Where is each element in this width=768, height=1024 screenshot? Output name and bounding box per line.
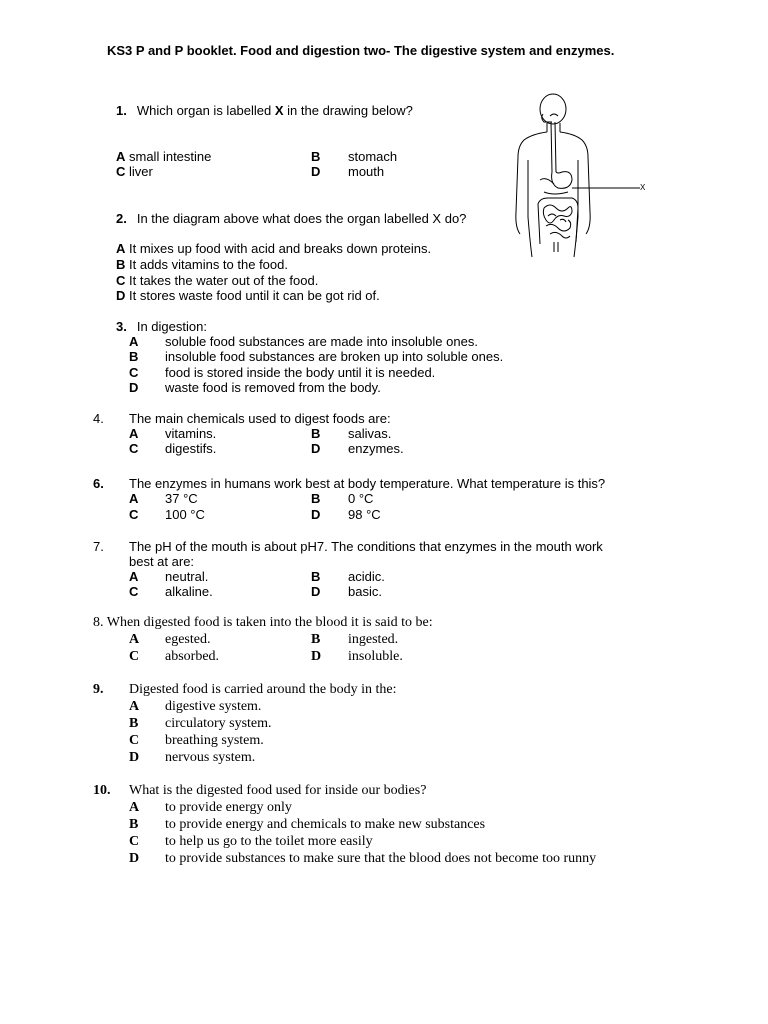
q1-option-c — [116, 165, 153, 178]
question-10-number: 10. — [93, 783, 111, 798]
q6-option-b-letter: B — [311, 491, 321, 506]
q8-option-c-letter: C — [129, 649, 140, 664]
option-letter: C — [116, 164, 126, 179]
q10-option-d-letter: D — [129, 851, 140, 866]
q3-option-d-letter: D — [129, 380, 139, 395]
q1-option-d-letter: D — [311, 164, 321, 179]
q8-option-a-text: egested. — [165, 632, 211, 647]
q6-option-a-text: 37 °C — [165, 491, 198, 506]
q4-option-d-text: enzymes. — [348, 441, 404, 456]
q4-option-a-letter: A — [129, 426, 139, 441]
q7-option-d-text: basic. — [348, 584, 382, 599]
q9-option-b-text: circulatory system. — [165, 716, 272, 731]
question-8-text: 8. When digested food is taken into the blood it is said to be: — [93, 615, 433, 630]
option-text: liver — [125, 164, 153, 179]
q3-option-c-text: food is stored inside the body until it is needed. — [165, 365, 436, 380]
option-letter: D — [116, 288, 126, 303]
question-2 — [116, 212, 466, 225]
q8-option-b-text: ingested. — [348, 632, 399, 647]
q9-option-d-letter: D — [129, 750, 140, 765]
q7-option-b-letter: B — [311, 569, 321, 584]
option-letter: B — [116, 257, 126, 272]
question-text-label: X — [274, 103, 284, 118]
option-text: It mixes up food with acid and breaks down proteins. — [125, 241, 432, 256]
q1-option-d-text: mouth — [348, 164, 385, 179]
q1-option-b-letter: B — [311, 149, 321, 164]
question-4-number: 4. — [93, 411, 104, 426]
q6-option-a-letter: A — [129, 491, 139, 506]
q2-option-a — [116, 242, 431, 255]
q3-option-a-letter: A — [129, 334, 139, 349]
q9-option-c-letter: C — [129, 733, 140, 748]
q7-option-b-text: acidic. — [348, 569, 385, 584]
q3-option-c-letter: C — [129, 365, 139, 380]
q9-option-a-text: digestive system. — [165, 699, 262, 714]
q10-option-a-letter: A — [129, 800, 140, 815]
q1-option-b-text: stomach — [348, 149, 398, 164]
q4-option-d-letter: D — [311, 441, 321, 456]
option-letter: C — [116, 273, 126, 288]
question-number: 1. — [116, 103, 127, 118]
q7-option-a-text: neutral. — [165, 569, 209, 584]
q6-option-d-letter: D — [311, 507, 321, 522]
question-number: 2. — [116, 211, 127, 226]
question-text-end: in the drawing below? — [283, 103, 413, 118]
question-text: In the diagram above what does the organ labelled X do? — [136, 211, 467, 226]
q2-option-d — [116, 289, 380, 302]
question-7-number: 7. — [93, 539, 104, 554]
question-3 — [116, 320, 207, 333]
q8-option-d-letter: D — [311, 649, 322, 664]
q10-option-c-text: to help us go to the toilet more easily — [165, 834, 373, 849]
question-4-text: The main chemicals used to digest foods are: — [129, 411, 391, 426]
q8-option-d-text: insoluble. — [348, 649, 403, 664]
q3-option-b-letter: B — [129, 349, 139, 364]
q10-option-b-letter: B — [129, 817, 139, 832]
digestive-system-drawing — [510, 92, 645, 260]
question-1 — [116, 104, 413, 117]
page-title: KS3 P and P booklet. Food and digestion two- The digestive system and enzymes. — [107, 43, 615, 58]
q2-option-c — [116, 274, 318, 287]
q7-option-d-letter: D — [311, 584, 321, 599]
q9-option-a-letter: A — [129, 699, 140, 714]
option-letter: A — [116, 241, 126, 256]
q7-option-c-letter: C — [129, 584, 139, 599]
q4-option-b-text: salivas. — [348, 426, 392, 441]
q9-option-d-text: nervous system. — [165, 750, 256, 765]
q10-option-b-text: to provide energy and chemicals to make new substances — [165, 817, 486, 832]
q1-option-a — [116, 150, 211, 163]
q8-option-a-letter: A — [129, 632, 140, 647]
q3-option-a-text: soluble food substances are made into insoluble ones. — [165, 334, 478, 349]
option-text: It stores waste food until it can be got rid of. — [125, 288, 380, 303]
q6-option-d-text: 98 °C — [348, 507, 381, 522]
q3-option-b-text: insoluble food substances are broken up into soluble ones. — [165, 349, 504, 364]
q10-option-d-text: to provide substances to make sure that the blood does not become too runny — [165, 851, 597, 866]
q3-option-d-text: waste food is removed from the body. — [165, 380, 381, 395]
q10-option-c-letter: C — [129, 834, 140, 849]
question-7-text-line2: best at are: — [129, 554, 195, 569]
question-6-number: 6. — [93, 476, 104, 491]
question-9-number: 9. — [93, 682, 104, 697]
figure-label-x: X — [640, 183, 646, 192]
q9-option-c-text: breathing system. — [165, 733, 264, 748]
q4-option-c-text: digestifs. — [165, 441, 217, 456]
q10-option-a-text: to provide energy only — [165, 800, 292, 815]
option-text: small intestine — [125, 149, 212, 164]
question-6-text: The enzymes in humans work best at body temperature. What temperature is this? — [129, 476, 606, 491]
q6-option-c-letter: C — [129, 507, 139, 522]
question-text: Which organ is labelled — [136, 103, 275, 118]
option-text: It takes the water out of the food. — [125, 273, 319, 288]
q4-option-b-letter: B — [311, 426, 321, 441]
question-text: In digestion: — [136, 319, 207, 334]
question-9-text: Digested food is carried around the body in the: — [129, 682, 397, 697]
q2-option-b — [116, 258, 288, 271]
q6-option-c-text: 100 °C — [165, 507, 205, 522]
q6-option-b-text: 0 °C — [348, 491, 374, 506]
q9-option-b-letter: B — [129, 716, 139, 731]
question-10-text: What is the digested food used for inside our bodies? — [129, 783, 427, 798]
q4-option-c-letter: C — [129, 441, 139, 456]
q7-option-a-letter: A — [129, 569, 139, 584]
q8-option-c-text: absorbed. — [165, 649, 220, 664]
q7-option-c-text: alkaline. — [165, 584, 213, 599]
q4-option-a-text: vitamins. — [165, 426, 217, 441]
question-7-text-line1: The pH of the mouth is about pH7. The conditions that enzymes in the mouth work — [129, 539, 603, 554]
option-text: It adds vitamins to the food. — [125, 257, 288, 272]
question-number: 3. — [116, 319, 127, 334]
q8-option-b-letter: B — [311, 632, 321, 647]
option-letter: A — [116, 149, 126, 164]
